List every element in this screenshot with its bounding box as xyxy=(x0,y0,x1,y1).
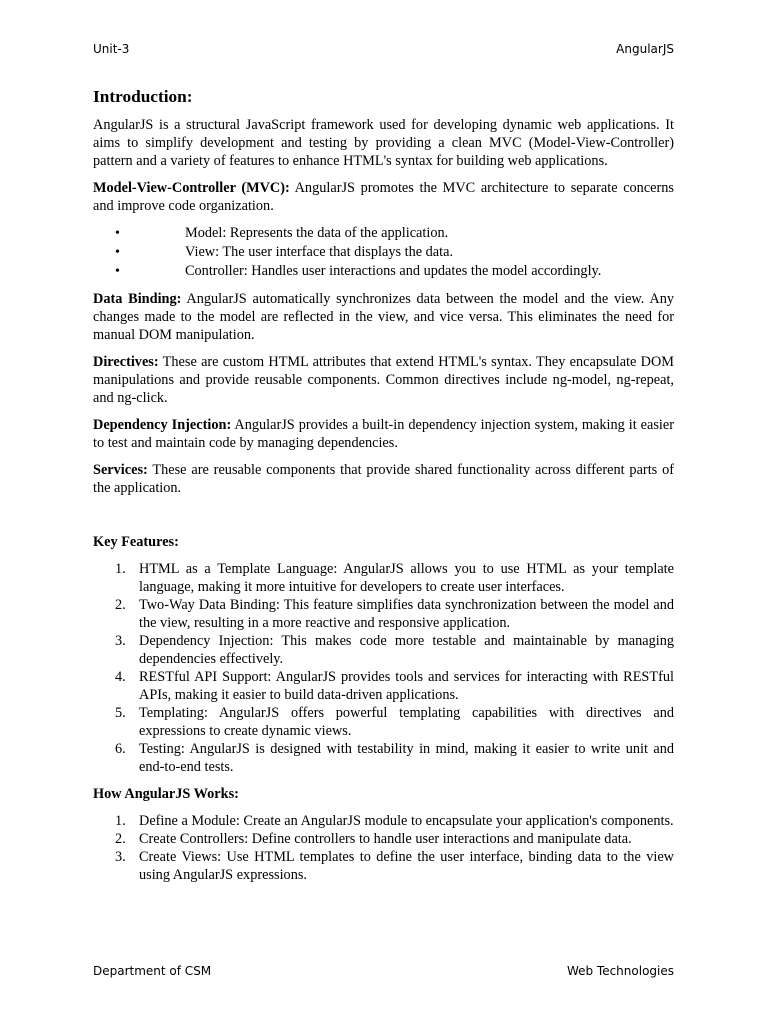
dependency-injection-text: AngularJS provides a built-in dependency injection system, making it easier to test and maintain code by managing dependencies. xyxy=(93,417,674,451)
list-number: 3. xyxy=(115,633,126,649)
list-item-text: Testing: AngularJS is designed with testability in mind, making it easier to write unit and end-to-end tests. xyxy=(139,741,674,775)
how-it-works-heading: How AngularJS Works: xyxy=(93,786,239,802)
list-item xyxy=(93,596,674,632)
list-item-text: Define a Module: Create an AngularJS module to encapsulate your application's components. xyxy=(139,813,674,829)
data-binding-text: AngularJS automatically synchronizes data between the model and the view. Any changes made to the model are reflected in the view, and vice versa. This eliminates the need for manual DOM manipulation. xyxy=(93,291,674,343)
list-item-text: Two-Way Data Binding: This feature simplifies data synchronization between the model and the view, resulting in a more reactive and responsive application. xyxy=(139,597,674,631)
list-item xyxy=(93,848,674,884)
list-item xyxy=(93,830,674,848)
list-number: 2. xyxy=(115,831,126,847)
directives-text: These are custom HTML attributes that extend HTML's syntax. They encapsulate DOM manipulations and provide reusable components. Common directives include ng-model, ng-repeat, and ng-click. xyxy=(93,354,674,406)
mvc-term: Model-View-Controller (MVC): xyxy=(93,180,290,196)
key-features-list xyxy=(93,560,674,776)
list-item: • Controller: Handles user interactions and updates the model accordingly. xyxy=(93,262,674,281)
services-text: These are reusable components that provide shared functionality across different parts of the application. xyxy=(93,462,674,496)
key-features-heading: Key Features: xyxy=(93,534,179,550)
mvc-text: AngularJS promotes the MVC architecture to separate concerns and improve code organization. xyxy=(93,180,674,214)
list-item: • Model: Represents the data of the application. xyxy=(93,224,674,243)
list-item: • View: The user interface that displays the data. xyxy=(93,243,674,262)
page-header xyxy=(93,42,674,56)
header-subject: AngularJS xyxy=(616,42,674,56)
list-item xyxy=(93,632,674,668)
section-spacer xyxy=(93,506,674,533)
page-footer xyxy=(93,964,674,978)
directives-paragraph xyxy=(93,353,674,407)
list-item-text: Create Controllers: Define controllers to handle user interactions and manipulate data. xyxy=(139,831,632,847)
document-body xyxy=(93,86,674,893)
list-number: 6. xyxy=(115,741,126,757)
list-item-text: HTML as a Template Language: AngularJS allows you to use HTML as your template language, making it more intuitive for developers to create user interfaces. xyxy=(139,561,674,595)
data-binding-term: Data Binding: xyxy=(93,291,182,307)
list-number: 5. xyxy=(115,705,126,721)
mvc-paragraph xyxy=(93,179,674,215)
footer-course: Web Technologies xyxy=(566,964,674,978)
mvc-list xyxy=(93,224,674,281)
list-item xyxy=(93,812,674,830)
list-item-text: Templating: AngularJS offers powerful templating capabilities with directives and expressions to create dynamic views. xyxy=(139,705,674,739)
list-number: 2. xyxy=(115,597,126,613)
data-binding-paragraph xyxy=(93,290,674,344)
services-term: Services: xyxy=(93,462,148,478)
directives-term: Directives: xyxy=(93,354,159,370)
list-item xyxy=(93,668,674,704)
footer-department: Department of CSM xyxy=(93,964,212,978)
intro-heading: Introduction: xyxy=(93,87,193,106)
list-number: 3. xyxy=(115,849,126,865)
intro-paragraph: AngularJS is a structural JavaScript framework used for developing dynamic web applications. It aims to simplify development and testing by providing a clean MVC (Model-View-Controller) pattern and a variety of features to enhance HTML's syntax for building web applications. xyxy=(93,117,674,169)
list-number: 1. xyxy=(115,561,126,577)
list-item xyxy=(93,560,674,596)
list-item-text: RESTful API Support: AngularJS provides tools and services for interacting with RESTful APIs, making it easier to build data-driven applications. xyxy=(139,669,674,703)
list-item-text: Dependency Injection: This makes code more testable and maintainable by managing dependencies effectively. xyxy=(139,633,674,667)
services-paragraph xyxy=(93,461,674,497)
list-number: 4. xyxy=(115,669,126,685)
list-number: 1. xyxy=(115,813,126,829)
list-item-text: Create Views: Use HTML templates to define the user interface, binding data to the view using AngularJS expressions. xyxy=(139,849,674,883)
header-unit: Unit-3 xyxy=(93,42,130,56)
list-item xyxy=(93,740,674,776)
dependency-injection-term: Dependency Injection: xyxy=(93,417,232,433)
list-item xyxy=(93,704,674,740)
how-it-works-list xyxy=(93,812,674,884)
dependency-injection-paragraph xyxy=(93,416,674,452)
